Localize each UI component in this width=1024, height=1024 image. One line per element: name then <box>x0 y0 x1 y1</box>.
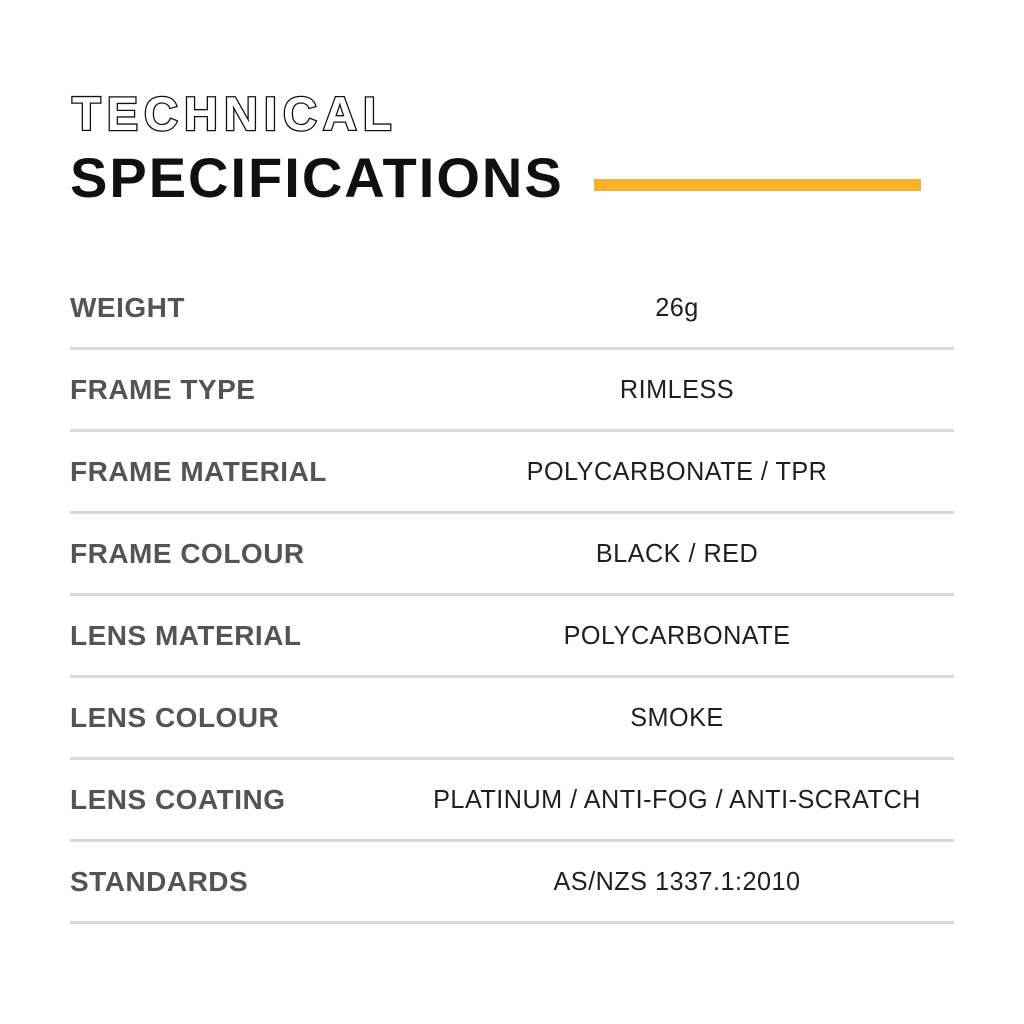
spec-label: FRAME COLOUR <box>70 537 305 569</box>
spec-value: POLYCARBONATE <box>563 620 791 650</box>
spec-value: SMOKE <box>630 702 724 732</box>
page-title-line2: SPECIFICATIONS <box>70 146 564 209</box>
header <box>70 86 954 209</box>
spec-value: BLACK / RED <box>595 538 759 568</box>
spec-value: RIMLESS <box>619 374 735 404</box>
spec-label: WEIGHT <box>70 291 185 323</box>
spec-label: FRAME TYPE <box>70 373 256 405</box>
spec-row <box>70 596 954 678</box>
spec-row <box>70 350 954 432</box>
spec-value: POLYCARBONATE / TPR <box>526 456 828 486</box>
title-outline-graphic <box>72 86 632 138</box>
accent-bar <box>594 179 921 191</box>
spec-row <box>70 760 954 842</box>
spec-row <box>70 678 954 760</box>
spec-value: 26g <box>655 292 699 322</box>
spec-row <box>70 514 954 596</box>
page-title-line1: TECHNICAL <box>72 87 398 140</box>
spec-value: AS/NZS 1337.1:2010 <box>553 866 801 896</box>
spec-row <box>70 268 954 350</box>
spec-value: PLATINUM / ANTI-FOG / ANTI-SCRATCH <box>433 784 921 814</box>
spec-label: LENS MATERIAL <box>70 619 302 651</box>
spec-row <box>70 432 954 514</box>
spec-table <box>70 268 954 924</box>
spec-label: LENS COATING <box>70 783 286 815</box>
spec-label: LENS COLOUR <box>70 701 280 733</box>
spec-row <box>70 842 954 924</box>
spec-label: STANDARDS <box>70 865 249 897</box>
spec-label: FRAME MATERIAL <box>70 455 327 487</box>
title-row <box>70 146 954 209</box>
